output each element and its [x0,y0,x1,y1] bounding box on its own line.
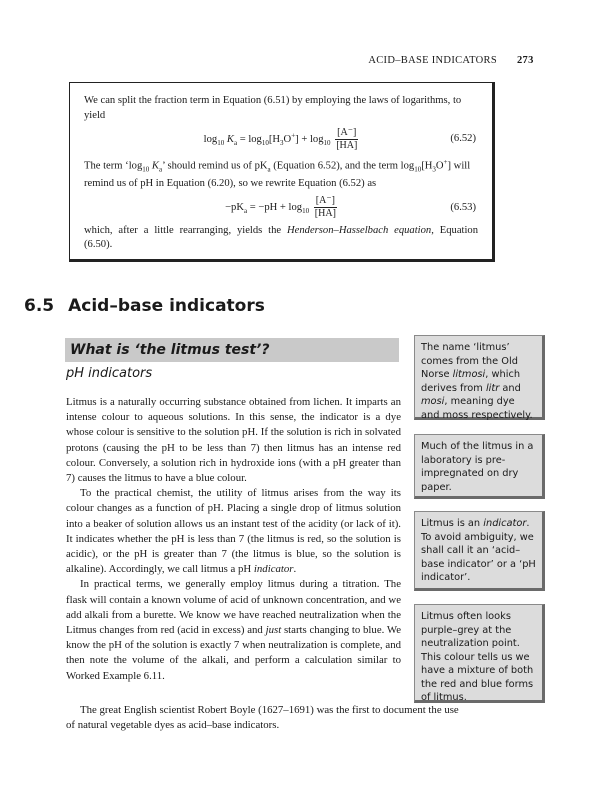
paragraph: Litmus is a naturally occurring substance obtained from lichen. It imparts an intense colour to aqueous solutions. In this sense, the indicator is a dye whose colour is sensitive to the solution pH. If the solution is rich in solvated protons (causing the pH to be less than 7) then litmus has an intense red colour. Conversely, a solution rich in hydroxide ions (with a pH greater than 7) causes the litmus to have a blue colour. [66,396,401,485]
body-text [66,395,401,684]
equation-6-52: $\log_{10} K_a = \log_{10}[H_3O^+] + \log_{10}$ $\frac{[A^-]}{[HA]}$ (6.52) [203,126,476,151]
section-title: Acid–base indicators [68,296,265,316]
box-middle: The term ‘$\log_{10}$ $K_a$’ should remind us of $pK_a$ (Equation 6.52), and the term $\log_{10}[H_3O^+]$ will remind us of pH in Equation (6.20), so we rewrite Equation (6.52) as [84,158,471,190]
equation-6-53: $-pK_a = -pH + \log_{10}$ $\frac{[A^-]}{[HA]}$ (6.53) [225,195,476,220]
running-title: ACID–BASE INDICATORS [368,55,497,66]
margin-note-indicator: Litmus is an indicator. To avoid ambiguity, we shall call it an ‘acid–base indicator’ or a ‘pH indicator’. [414,511,545,591]
running-header [368,55,534,66]
fraction: $\frac{[A^-]}{[HA]}$ [336,126,358,151]
equation-number: (6.52) [450,133,476,144]
section-number: 6.5 [24,296,55,316]
box-intro: We can split the fraction term in Equation (6.51) by employing the laws of logarithms, to yield [84,95,462,121]
page-number: 273 [517,55,534,66]
paragraph: To the practical chemist, the utility of litmus arises from the way its colour changes as a function of pH. Placing a single drop of litmus solution into a beaker of solution allows us an instant test of the acidity (or lack of it). It indicates whether the pH is less than 7 (the litmus is red, so the solution is acidic), or the pH is greater than 7 (the litmus is blue, so the solution is alkaline). Accordingly, we call litmus a pH indicator. [66,487,401,576]
margin-note-litmus-paper: Much of the litmus in a laboratory is pre-impregnated on dry paper. [414,434,545,499]
margin-note-neutral-colour: Litmus often looks purple–grey at the neutralization point. This colour tells us we have a mixture of both the red and blue forms of litmus. [414,604,545,703]
body-text-end [66,703,466,733]
question-heading: What is ‘the litmus test’? [65,338,399,362]
derivation-box [69,82,495,262]
equation-number: (6.53) [450,201,476,213]
section-heading [24,296,265,316]
fraction: $\frac{[A^-]}{[HA]}$ [314,195,336,220]
subheading: pH indicators [66,366,153,381]
box-conclusion: which, after a little rearranging, yields the Henderson–Hasselbach equation, Equation (6.50). [84,224,479,251]
paragraph: In practical terms, we generally employ litmus during a titration. The flask will contain a known volume of acid of unknown concentration, and we add alkali from a burette. We know we have reached neutralization when the Litmus changes from red (acid in excess) and just starts changing to blue. We know the pH of the solution is exactly 7 when neutralization is complete, and then note the volume of the alkali, and perform a calculation similar to Worked Example 6.11. [66,578,401,682]
margin-note-litmus-name: The name ‘litmus’ comes from the Old Norse litmosi, which derives from litr and mosi, meaning dye and moss respectively. [414,335,545,420]
paragraph: The great English scientist Robert Boyle (1627–1691) was the first to document the use of natural vegetable dyes as acid–base indicators. [66,704,459,732]
